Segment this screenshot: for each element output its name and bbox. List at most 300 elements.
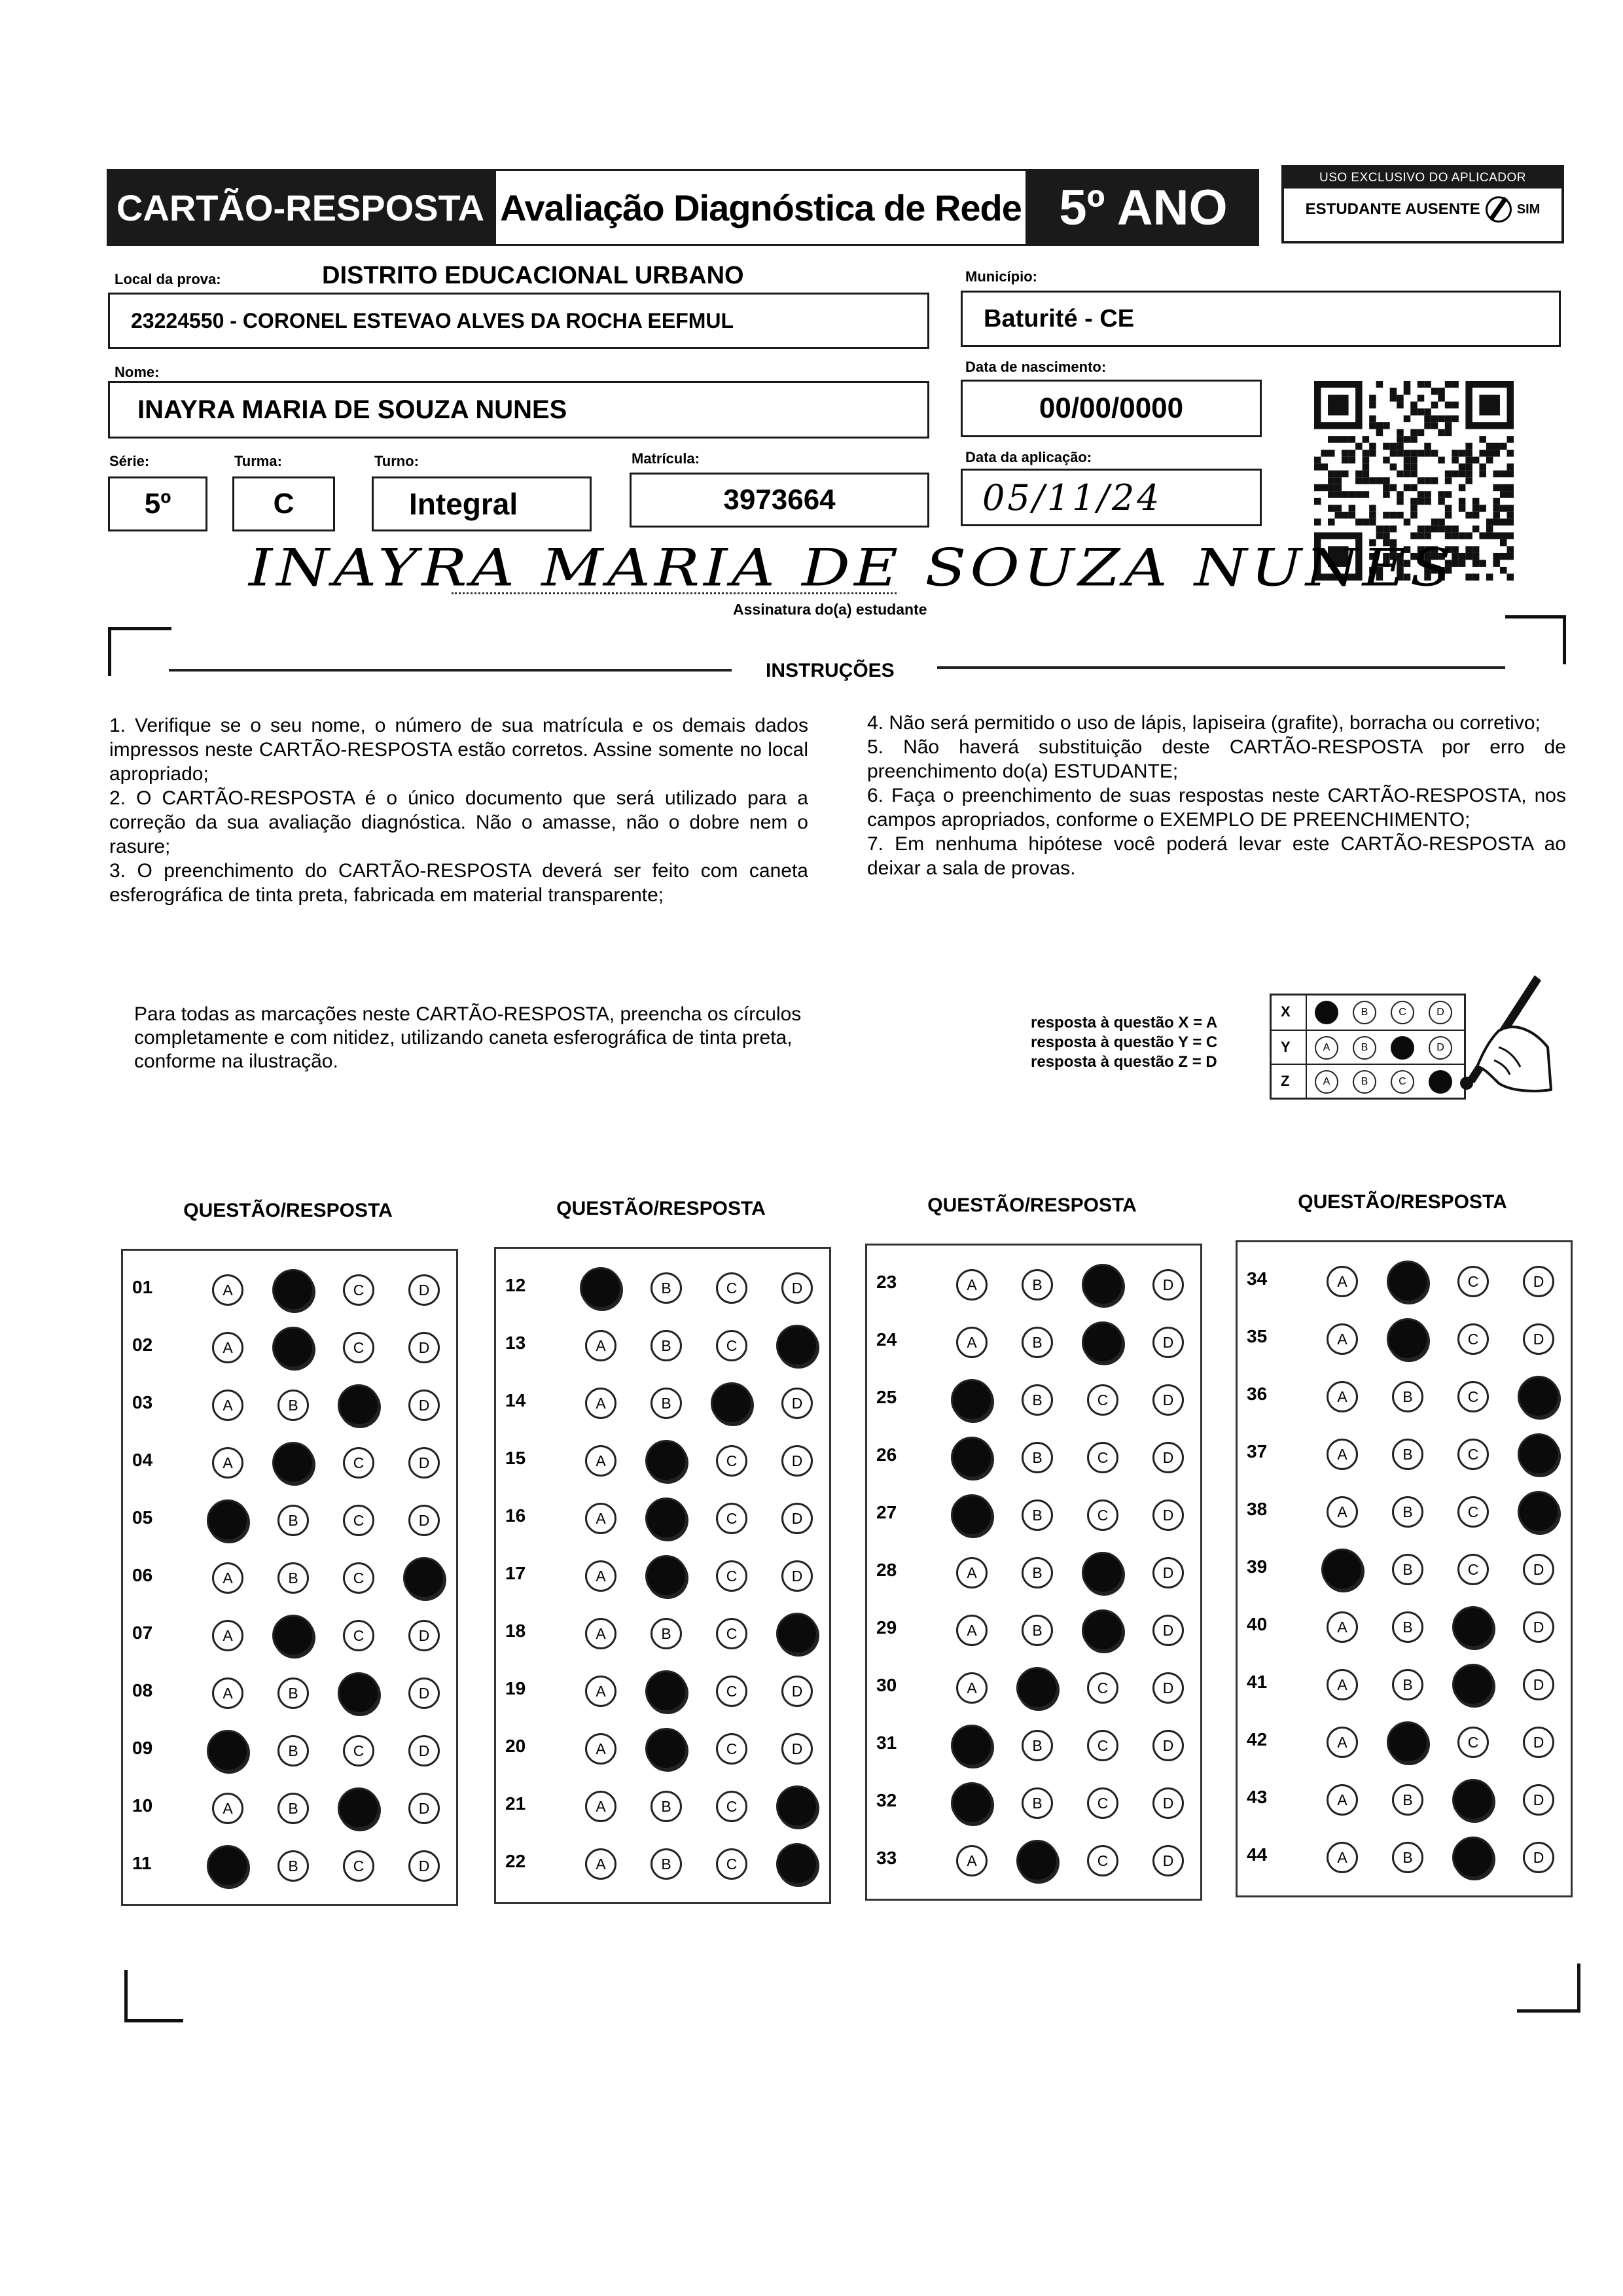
- answer-bubble-d[interactable]: [776, 1613, 818, 1655]
- answer-bubble-c[interactable]: [1452, 1779, 1494, 1821]
- absent-checkbox[interactable]: [1486, 196, 1512, 223]
- question-number: 21: [505, 1793, 526, 1814]
- answer-bubble-a[interactable]: [951, 1725, 993, 1767]
- answer-bubble-b[interactable]: B: [1392, 1381, 1423, 1412]
- header-title-exam-text: Avaliação Diagnóstica de Rede: [500, 187, 1022, 228]
- question-number: 37: [1247, 1441, 1268, 1462]
- answer-bubble-b[interactable]: B: [651, 1330, 682, 1361]
- answer-bubble-a[interactable]: A: [956, 1557, 988, 1588]
- answer-bubble-c[interactable]: C: [1457, 1381, 1489, 1412]
- answer-bubble-b[interactable]: B: [277, 1793, 309, 1824]
- municipio-value: Baturité - CE: [984, 304, 1135, 332]
- answer-bubble-d[interactable]: [1518, 1376, 1560, 1418]
- answer-bubble-d[interactable]: D: [1152, 1384, 1184, 1416]
- answer-bubble-d[interactable]: D: [1523, 1266, 1554, 1297]
- question-number: 38: [1247, 1499, 1268, 1519]
- answer-bubble-d[interactable]: D: [1523, 1323, 1554, 1355]
- answer-bubble-d[interactable]: D: [1152, 1787, 1184, 1819]
- answer-bubble-d[interactable]: D: [408, 1390, 440, 1421]
- answer-bubble-c[interactable]: C: [716, 1503, 747, 1534]
- answer-bubble-a[interactable]: A: [212, 1793, 243, 1824]
- answer-bubble-a[interactable]: [951, 1782, 993, 1824]
- answer-row-03: [123, 1378, 456, 1424]
- answer-row-07: [123, 1608, 456, 1654]
- answer-bubble-d[interactable]: D: [781, 1676, 813, 1707]
- answer-bubble-c[interactable]: C: [343, 1620, 374, 1651]
- answer-bubble-a[interactable]: [580, 1267, 622, 1309]
- answer-bubble-d[interactable]: [776, 1325, 818, 1367]
- answer-row-01: [123, 1263, 456, 1308]
- example-question-label: X: [1281, 1003, 1291, 1020]
- question-number: 24: [876, 1329, 897, 1350]
- question-number: 22: [505, 1851, 526, 1871]
- answer-bubble-a[interactable]: A: [212, 1677, 243, 1709]
- answer-bubble-c[interactable]: C: [343, 1850, 374, 1882]
- answer-bubble-a[interactable]: [207, 1845, 249, 1887]
- answer-bubble-a[interactable]: A: [585, 1618, 616, 1649]
- answer-row-17: [496, 1549, 829, 1594]
- answer-bubble-b[interactable]: [645, 1498, 687, 1539]
- answer-bubble-b[interactable]: [272, 1442, 314, 1484]
- answer-column-title: QUESTÃO/RESPOSTA: [183, 1200, 393, 1221]
- answer-row-38: [1238, 1484, 1571, 1530]
- answer-bubble-d[interactable]: D: [1152, 1269, 1184, 1300]
- answer-bubble-b[interactable]: [645, 1555, 687, 1597]
- answer-bubble-c[interactable]: C: [1457, 1439, 1489, 1470]
- question-number: 27: [876, 1502, 897, 1522]
- matricula-label: Matrícula:: [632, 450, 700, 467]
- answer-bubble-a[interactable]: A: [1327, 1727, 1358, 1758]
- header-title-card-text: CARTÃO-RESPOSTA: [116, 187, 485, 228]
- answer-bubble-d[interactable]: [1518, 1433, 1560, 1475]
- question-number: 43: [1247, 1787, 1268, 1807]
- question-number: 44: [1247, 1844, 1268, 1865]
- answer-bubble-d[interactable]: D: [408, 1332, 440, 1363]
- answer-bubble-a[interactable]: A: [1327, 1784, 1358, 1816]
- answer-bubble-d[interactable]: D: [1152, 1730, 1184, 1761]
- answer-bubble-b[interactable]: B: [277, 1850, 309, 1882]
- answer-column-title: QUESTÃO/RESPOSTA: [1298, 1191, 1507, 1213]
- answer-bubble-b[interactable]: B: [277, 1677, 309, 1709]
- answer-bubble-a[interactable]: A: [212, 1620, 243, 1651]
- answer-bubble-a[interactable]: A: [1327, 1842, 1358, 1873]
- nome-value: INAYRA MARIA DE SOUZA NUNES: [137, 395, 567, 424]
- answer-bubble-c[interactable]: [1452, 1664, 1494, 1706]
- answer-bubble-a[interactable]: A: [956, 1269, 988, 1300]
- answer-bubble-d[interactable]: D: [408, 1447, 440, 1479]
- question-number: 10: [132, 1795, 153, 1816]
- answer-bubble-d[interactable]: D: [1152, 1327, 1184, 1358]
- turno-value: Integral: [409, 487, 518, 521]
- answer-bubble-c[interactable]: C: [716, 1272, 747, 1304]
- answer-bubble-b[interactable]: B: [651, 1618, 682, 1649]
- example-bubble-c: C: [1391, 1070, 1414, 1094]
- answer-bubble-c[interactable]: C: [1087, 1384, 1118, 1416]
- answer-bubble-b[interactable]: B: [1392, 1669, 1423, 1700]
- answer-row-19: [496, 1664, 829, 1710]
- answer-bubble-c[interactable]: C: [1457, 1266, 1489, 1297]
- answer-bubble-a[interactable]: A: [956, 1327, 988, 1358]
- answer-bubble-c[interactable]: [711, 1382, 753, 1424]
- answer-bubble-d[interactable]: [1518, 1491, 1560, 1533]
- answer-bubble-d[interactable]: D: [1152, 1442, 1184, 1473]
- answer-bubble-c[interactable]: [338, 1672, 380, 1714]
- question-number: 03: [132, 1392, 153, 1412]
- example-divider: [1306, 996, 1307, 1030]
- answer-bubble-a[interactable]: A: [212, 1274, 243, 1306]
- answer-column-title: QUESTÃO/RESPOSTA: [927, 1194, 1137, 1216]
- answer-bubble-b[interactable]: B: [651, 1388, 682, 1419]
- answer-row-18: [496, 1606, 829, 1652]
- question-number: 41: [1247, 1672, 1268, 1692]
- answer-bubble-c[interactable]: C: [716, 1445, 747, 1477]
- answer-bubble-b[interactable]: [272, 1327, 314, 1369]
- answer-row-14: [496, 1376, 829, 1422]
- answer-bubble-c[interactable]: C: [716, 1330, 747, 1361]
- header-title-grade: [1027, 169, 1259, 246]
- answer-bubble-b[interactable]: [1016, 1667, 1058, 1709]
- answer-bubble-b[interactable]: B: [1022, 1499, 1053, 1531]
- answer-bubble-b[interactable]: [645, 1670, 687, 1712]
- answer-row-22: [496, 1837, 829, 1882]
- answer-row-36: [1238, 1369, 1571, 1415]
- answer-bubble-b[interactable]: B: [651, 1272, 682, 1304]
- answer-bubble-c[interactable]: [1082, 1321, 1124, 1363]
- answer-bubble-b[interactable]: B: [1392, 1611, 1423, 1643]
- answer-row-10: [123, 1781, 456, 1827]
- answer-bubble-a[interactable]: A: [585, 1330, 616, 1361]
- answer-bubble-b[interactable]: B: [1022, 1730, 1053, 1761]
- question-number: 31: [876, 1732, 897, 1753]
- question-number: 25: [876, 1387, 897, 1407]
- example-bubble-a: [1315, 1001, 1338, 1024]
- answer-bubble-b[interactable]: B: [651, 1791, 682, 1822]
- answer-bubble-a[interactable]: A: [1327, 1669, 1358, 1700]
- answer-bubble-d[interactable]: D: [1152, 1845, 1184, 1876]
- answer-bubble-c[interactable]: C: [1087, 1787, 1118, 1819]
- answer-bubble-b[interactable]: [645, 1728, 687, 1770]
- answer-bubble-d[interactable]: D: [781, 1272, 813, 1304]
- nascimento-field: [961, 380, 1262, 437]
- answer-bubble-c[interactable]: C: [343, 1274, 374, 1306]
- question-number: 05: [132, 1507, 153, 1528]
- answer-bubble-d[interactable]: D: [408, 1677, 440, 1709]
- local-label: Local da prova:: [115, 271, 221, 287]
- answer-bubble-b[interactable]: [1387, 1721, 1429, 1763]
- header-title-card: [107, 169, 494, 246]
- answer-row-21: [496, 1779, 829, 1825]
- answer-row-33: [867, 1833, 1200, 1879]
- answer-bubble-a[interactable]: A: [585, 1791, 616, 1822]
- answer-bubble-a[interactable]: A: [212, 1390, 243, 1421]
- instructions-title: INSTRUÇÕES: [766, 660, 895, 681]
- answer-row-15: [496, 1433, 829, 1479]
- answer-bubble-a[interactable]: [951, 1379, 993, 1421]
- answer-bubble-c[interactable]: C: [1087, 1672, 1118, 1704]
- matricula-field: [630, 473, 929, 528]
- answer-bubble-c[interactable]: C: [343, 1735, 374, 1767]
- answer-bubble-a[interactable]: [207, 1499, 249, 1541]
- instructions-rule-left: [169, 669, 732, 672]
- answer-bubble-d[interactable]: D: [1152, 1615, 1184, 1646]
- answer-row-02: [123, 1320, 456, 1366]
- applicator-box-title: USO EXCLUSIVO DO APLICADOR: [1284, 168, 1561, 188]
- answer-bubble-a[interactable]: [951, 1494, 993, 1536]
- question-number: 04: [132, 1450, 153, 1470]
- question-number: 39: [1247, 1556, 1268, 1577]
- answer-bubble-b[interactable]: [1016, 1840, 1058, 1882]
- answer-bubble-d[interactable]: D: [1152, 1499, 1184, 1531]
- answer-row-25: [867, 1372, 1200, 1418]
- answer-bubble-c[interactable]: C: [1457, 1323, 1489, 1355]
- example-bubble-b: B: [1353, 1001, 1376, 1024]
- example-legend: [1031, 1013, 1217, 1072]
- turma-field: [232, 476, 335, 531]
- answer-bubble-d[interactable]: D: [408, 1274, 440, 1306]
- answer-bubble-b[interactable]: B: [1022, 1269, 1053, 1300]
- answer-bubble-c[interactable]: C: [716, 1848, 747, 1880]
- answer-bubble-d[interactable]: D: [408, 1793, 440, 1824]
- instructions-left-column: [109, 713, 808, 907]
- answer-bubble-a[interactable]: A: [956, 1845, 988, 1876]
- question-number: 14: [505, 1390, 526, 1410]
- answer-bubble-d[interactable]: D: [1523, 1842, 1554, 1873]
- question-number: 15: [505, 1448, 526, 1468]
- answer-bubble-c[interactable]: C: [1087, 1442, 1118, 1473]
- school-field: [108, 293, 929, 349]
- answer-row-34: [1238, 1254, 1571, 1300]
- answer-bubble-d[interactable]: D: [781, 1445, 813, 1477]
- answer-bubble-c[interactable]: C: [1087, 1730, 1118, 1761]
- matricula-value: 3973664: [723, 484, 836, 516]
- answer-row-16: [496, 1491, 829, 1537]
- answer-bubble-b[interactable]: B: [277, 1735, 309, 1767]
- answer-bubble-a[interactable]: A: [956, 1615, 988, 1646]
- answer-row-31: [867, 1718, 1200, 1764]
- question-number: 34: [1247, 1268, 1268, 1289]
- answer-bubble-c[interactable]: C: [343, 1562, 374, 1594]
- answer-bubble-b[interactable]: B: [277, 1562, 309, 1594]
- turno-field: [372, 476, 592, 531]
- answer-bubble-a[interactable]: A: [212, 1332, 243, 1363]
- answer-bubble-b[interactable]: B: [1022, 1557, 1053, 1588]
- answer-bubble-a[interactable]: A: [585, 1560, 616, 1592]
- answer-bubble-a[interactable]: A: [1327, 1611, 1358, 1643]
- example-legend-x: resposta à questão X = A: [1031, 1014, 1218, 1031]
- answer-bubble-b[interactable]: B: [1022, 1442, 1053, 1473]
- answer-bubble-d[interactable]: D: [781, 1560, 813, 1592]
- corner-mark-top-left: [108, 627, 171, 676]
- answer-bubble-c[interactable]: C: [716, 1791, 747, 1822]
- example-bubble-c: [1391, 1036, 1414, 1060]
- answer-bubble-c[interactable]: C: [343, 1447, 374, 1479]
- serie-label: Série:: [109, 453, 150, 469]
- answer-bubble-b[interactable]: B: [1022, 1787, 1053, 1819]
- answer-bubble-a[interactable]: [207, 1730, 249, 1772]
- answer-bubble-a[interactable]: A: [1327, 1266, 1358, 1297]
- aplicacao-field: [961, 469, 1262, 526]
- answer-bubble-a[interactable]: A: [212, 1447, 243, 1479]
- answer-row-28: [867, 1545, 1200, 1591]
- serie-field: [108, 476, 207, 531]
- answer-row-41: [1238, 1657, 1571, 1703]
- answer-bubble-b[interactable]: B: [1022, 1615, 1053, 1646]
- example-bubble-b: B: [1353, 1036, 1376, 1060]
- answer-bubble-b[interactable]: [1387, 1318, 1429, 1360]
- answer-bubble-a[interactable]: A: [1327, 1381, 1358, 1412]
- answer-bubble-c[interactable]: C: [1087, 1845, 1118, 1876]
- question-number: 42: [1247, 1729, 1268, 1749]
- answer-column-4: [1236, 1240, 1573, 1897]
- answer-bubble-c[interactable]: C: [716, 1618, 747, 1649]
- answer-row-09: [123, 1723, 456, 1769]
- answer-bubble-b[interactable]: [645, 1440, 687, 1482]
- answer-bubble-c[interactable]: C: [343, 1332, 374, 1363]
- answer-bubble-c[interactable]: C: [1087, 1499, 1118, 1531]
- answer-row-37: [1238, 1427, 1571, 1473]
- answer-bubble-a[interactable]: A: [1327, 1439, 1358, 1470]
- answer-bubble-b[interactable]: B: [1022, 1384, 1053, 1416]
- question-number: 02: [132, 1335, 153, 1355]
- answer-bubble-a[interactable]: A: [585, 1733, 616, 1765]
- question-number: 36: [1247, 1384, 1268, 1404]
- answer-bubble-c[interactable]: [1082, 1264, 1124, 1306]
- example-bubble-a: A: [1315, 1070, 1338, 1094]
- answer-bubble-d[interactable]: D: [1523, 1554, 1554, 1585]
- municipio-field: [961, 291, 1561, 347]
- answer-bubble-d[interactable]: D: [1523, 1669, 1554, 1700]
- answer-column-3: [865, 1244, 1202, 1901]
- question-number: 33: [876, 1848, 897, 1868]
- question-number: 12: [505, 1275, 526, 1295]
- answer-bubble-b[interactable]: B: [277, 1505, 309, 1536]
- answer-bubble-c[interactable]: [338, 1384, 380, 1426]
- answer-row-08: [123, 1666, 456, 1712]
- answer-bubble-b[interactable]: B: [277, 1390, 309, 1421]
- nascimento-label: Data de nascimento:: [965, 359, 1107, 375]
- question-number: 30: [876, 1675, 897, 1695]
- answer-column-1: [121, 1249, 458, 1906]
- absent-option[interactable]: [1284, 188, 1561, 230]
- corner-mark-bottom-right: [1517, 1964, 1580, 2013]
- answer-bubble-b[interactable]: [1387, 1261, 1429, 1302]
- answer-bubble-a[interactable]: A: [585, 1676, 616, 1707]
- answer-bubble-c[interactable]: [1452, 1606, 1494, 1648]
- answer-bubble-c[interactable]: [1082, 1609, 1124, 1651]
- answer-row-39: [1238, 1542, 1571, 1588]
- answer-bubble-d[interactable]: D: [408, 1735, 440, 1767]
- example-text: Para todas as marcações neste CARTÃO-RESPOSTA, preencha os círculos completamente e com nitidez, utilizando caneta esferográfica de tinta preta, conforme na ilustração.: [134, 1003, 802, 1072]
- answer-bubble-c[interactable]: [1452, 1837, 1494, 1878]
- answer-bubble-d[interactable]: D: [1523, 1611, 1554, 1643]
- instruction-6: 6. Faça o preenchimento de suas respostas neste CARTÃO-RESPOSTA, nos campos apropriados, conforme o EXEMPLO DE PREENCHIMENTO;: [867, 785, 1566, 831]
- answer-bubble-b[interactable]: B: [1392, 1784, 1423, 1816]
- answer-row-24: [867, 1315, 1200, 1361]
- answer-bubble-c[interactable]: C: [716, 1676, 747, 1707]
- answer-bubble-d[interactable]: D: [781, 1503, 813, 1534]
- answer-bubble-d[interactable]: D: [408, 1505, 440, 1536]
- answer-bubble-d[interactable]: [776, 1843, 818, 1885]
- example-row-x: [1272, 996, 1464, 1030]
- answer-bubble-b[interactable]: B: [1392, 1439, 1423, 1470]
- example-bubble-b: B: [1353, 1070, 1376, 1094]
- question-number: 26: [876, 1444, 897, 1465]
- question-number: 18: [505, 1621, 526, 1641]
- aplicacao-handwritten: 05/11/24: [982, 476, 1162, 518]
- answer-bubble-c[interactable]: [338, 1787, 380, 1829]
- nome-label: Nome:: [115, 364, 160, 380]
- example-legend-z: resposta à questão Z = D: [1031, 1053, 1217, 1071]
- instruction-1: 1. Verifique se o seu nome, o número de sua matrícula e os demais dados impressos neste CARTÃO-RESPOSTA estão corretos. Assine somente no local apropriado;: [109, 715, 808, 785]
- answer-bubble-b[interactable]: B: [1392, 1842, 1423, 1873]
- answer-bubble-c[interactable]: C: [1457, 1496, 1489, 1528]
- answer-bubble-a[interactable]: A: [956, 1672, 988, 1704]
- answer-bubble-a[interactable]: A: [585, 1503, 616, 1534]
- absent-yes-label: SIM: [1516, 202, 1541, 217]
- question-number: 08: [132, 1680, 153, 1700]
- answer-bubble-b[interactable]: B: [651, 1848, 682, 1880]
- answer-bubble-a[interactable]: A: [1327, 1323, 1358, 1355]
- example-divider: [1306, 1031, 1307, 1065]
- answer-bubble-b[interactable]: [272, 1615, 314, 1657]
- signature-label: Assinatura do(a) estudante: [733, 601, 927, 618]
- answer-bubble-a[interactable]: A: [585, 1848, 616, 1880]
- answer-bubble-b[interactable]: B: [1022, 1327, 1053, 1358]
- answer-bubble-a[interactable]: A: [1327, 1496, 1358, 1528]
- answer-bubble-d[interactable]: [776, 1785, 818, 1827]
- answer-bubble-a[interactable]: A: [585, 1445, 616, 1477]
- answer-bubble-d[interactable]: [403, 1557, 445, 1599]
- answer-bubble-c[interactable]: C: [716, 1560, 747, 1592]
- answer-bubble-b[interactable]: B: [1392, 1554, 1423, 1585]
- answer-column-title: QUESTÃO/RESPOSTA: [556, 1198, 766, 1219]
- turma-value: C: [273, 488, 294, 520]
- answer-bubble-a[interactable]: [1321, 1549, 1363, 1590]
- answer-bubble-a[interactable]: A: [212, 1562, 243, 1594]
- answer-row-05: [123, 1493, 456, 1539]
- answer-bubble-a[interactable]: A: [585, 1388, 616, 1419]
- turma-label: Turma:: [234, 453, 282, 469]
- answer-row-06: [123, 1551, 456, 1596]
- answer-bubble-d[interactable]: D: [781, 1733, 813, 1765]
- answer-bubble-d[interactable]: D: [408, 1620, 440, 1651]
- question-number: 17: [505, 1563, 526, 1583]
- answer-row-32: [867, 1776, 1200, 1821]
- municipio-label: Município:: [965, 268, 1037, 285]
- serie-value: 5º: [144, 488, 171, 520]
- answer-bubble-b[interactable]: [272, 1269, 314, 1311]
- applicator-box: [1281, 165, 1564, 243]
- answer-bubble-a[interactable]: [951, 1437, 993, 1479]
- answer-column-2: [494, 1247, 831, 1904]
- answer-bubble-d[interactable]: D: [1523, 1727, 1554, 1758]
- question-number: 20: [505, 1736, 526, 1756]
- answer-bubble-b[interactable]: B: [1392, 1496, 1423, 1528]
- question-number: 07: [132, 1623, 153, 1643]
- answer-bubble-c[interactable]: C: [1457, 1554, 1489, 1585]
- answer-bubble-c[interactable]: C: [343, 1505, 374, 1536]
- example-row-y: [1272, 1030, 1464, 1065]
- answer-bubble-d[interactable]: D: [1152, 1557, 1184, 1588]
- answer-bubble-c[interactable]: C: [1457, 1727, 1489, 1758]
- answer-bubble-d[interactable]: D: [1523, 1784, 1554, 1816]
- turno-label: Turno:: [374, 453, 419, 469]
- answer-bubble-d[interactable]: D: [408, 1850, 440, 1882]
- answer-bubble-d[interactable]: D: [781, 1388, 813, 1419]
- answer-bubble-d[interactable]: D: [1152, 1672, 1184, 1704]
- answer-bubble-c[interactable]: [1082, 1552, 1124, 1594]
- answer-bubble-c[interactable]: C: [716, 1733, 747, 1765]
